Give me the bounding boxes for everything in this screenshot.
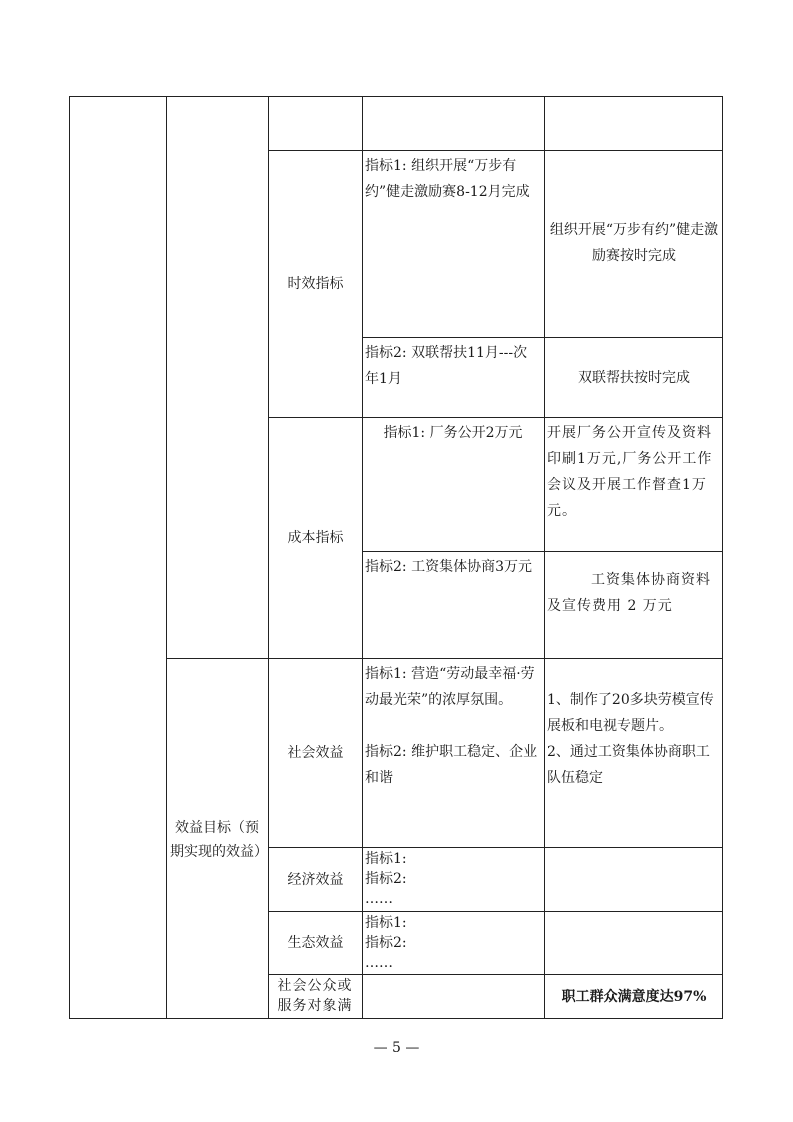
cost-label: 成本指标 — [287, 530, 344, 546]
ecological-indicator-more: …… — [365, 955, 393, 971]
benefit-group-label: 效益目标（预期实现的效益） — [170, 820, 268, 860]
social-value-1: 1、制作了20多块劳模宣传展板和电视专题片。 — [547, 692, 714, 734]
cost-indicator-1: 指标1: 厂务公开2万元 — [383, 425, 523, 441]
satisfaction-label: 社会公众或服务对象满 — [277, 978, 353, 1014]
social-benefit-label: 社会效益 — [287, 745, 344, 761]
timeliness-value-2: 双联帮扶按时完成 — [578, 369, 690, 386]
col-border-2 — [166, 96, 167, 1019]
economic-indicator-2: 指标2: — [365, 871, 407, 887]
timeliness-indicator-1: 指标1: 组织开展“万步有约”健走激励赛8-12月完成 — [365, 158, 530, 200]
economic-benefit-label: 经济效益 — [287, 871, 344, 888]
satisfaction-value: 职工群众满意度达97% — [561, 988, 707, 1005]
economic-indicator-1: 指标1: — [365, 851, 407, 867]
social-value-2: 2、通过工资集体协商职工队伍稳定 — [547, 744, 710, 786]
table-top-border — [69, 96, 723, 97]
cost-value-1: 开展厂务公开宣传及资料印刷1万元,厂务公开工作会议及开展工作督查1万元。 — [547, 425, 713, 519]
col-border-5 — [544, 96, 545, 1019]
ecological-indicator-1: 指标1: — [365, 915, 407, 931]
cost-value-2: 工资集体协商资料及宣传费用 2 万元 — [547, 572, 711, 614]
timeliness-indicator-2: 指标2: 双联帮扶11月---次年1月 — [365, 345, 528, 387]
col-border-1 — [69, 96, 70, 1019]
row-line-d — [362, 551, 723, 552]
page-number: — 5 — — [373, 1040, 420, 1056]
social-indicator-1: 指标1: 营造“劳动最幸福·劳动最光荣”的浓厚氛围。 — [365, 666, 535, 708]
timeliness-value-1: 组织开展“万步有约”健走激励赛按时完成 — [549, 222, 719, 264]
table-bottom-border — [69, 1018, 723, 1019]
social-indicator-2: 指标2: 维护职工稳定、企业和谐 — [365, 744, 538, 786]
cost-indicator-2: 指标2: 工资集体协商3万元 — [365, 559, 532, 575]
col-border-6 — [722, 96, 723, 1019]
ecological-benefit-label: 生态效益 — [287, 935, 344, 951]
ecological-indicator-2: 指标2: — [365, 935, 407, 951]
timeliness-label: 时效指标 — [287, 276, 344, 292]
col-border-4 — [362, 96, 363, 1019]
row-line-e — [166, 658, 723, 659]
economic-indicator-more: …… — [365, 891, 393, 907]
